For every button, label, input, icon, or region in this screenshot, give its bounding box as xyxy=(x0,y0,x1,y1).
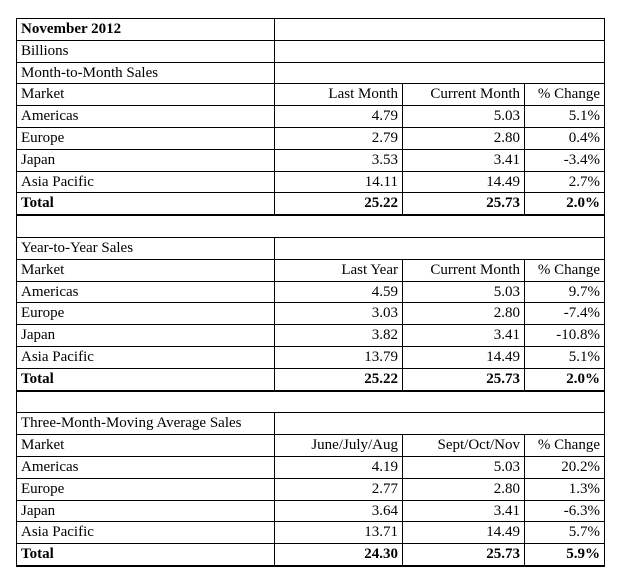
value-cell: 3.64 xyxy=(275,500,403,522)
spacer-cell xyxy=(17,215,605,237)
table-row xyxy=(17,522,605,544)
market-name: Japan xyxy=(17,500,275,522)
total-value: 25.73 xyxy=(403,368,525,390)
value-cell: 2.77 xyxy=(275,478,403,500)
section-spacer xyxy=(17,215,605,237)
value-cell: 4.19 xyxy=(275,456,403,478)
section-heading-row xyxy=(17,62,605,84)
title-row xyxy=(17,19,605,41)
column-header: % Change xyxy=(525,435,605,457)
section-heading: Year-to-Year Sales xyxy=(17,237,275,259)
value-cell: 13.71 xyxy=(275,522,403,544)
table-row xyxy=(17,303,605,325)
column-header: June/July/Aug xyxy=(275,435,403,457)
section-month-to-month xyxy=(17,62,605,215)
total-row xyxy=(17,544,605,566)
value-cell: 2.80 xyxy=(403,127,525,149)
market-name: Americas xyxy=(17,281,275,303)
column-header-market: Market xyxy=(17,435,275,457)
value-cell: -7.4% xyxy=(525,303,605,325)
total-row xyxy=(17,193,605,215)
table-row xyxy=(17,500,605,522)
total-label: Total xyxy=(17,544,275,566)
report-unit: Billions xyxy=(17,40,275,62)
table-row xyxy=(17,281,605,303)
section-year-to-year xyxy=(17,237,605,390)
column-header-row xyxy=(17,84,605,106)
value-cell: 1.3% xyxy=(525,478,605,500)
value-cell: 3.82 xyxy=(275,325,403,347)
total-value: 5.9% xyxy=(525,544,605,566)
total-value: 25.22 xyxy=(275,193,403,215)
column-header: % Change xyxy=(525,84,605,106)
total-value: 24.30 xyxy=(275,544,403,566)
value-cell: 2.80 xyxy=(403,478,525,500)
table-row xyxy=(17,346,605,368)
value-cell: 13.79 xyxy=(275,346,403,368)
value-cell: 4.59 xyxy=(275,281,403,303)
column-header: Last Month xyxy=(275,84,403,106)
value-cell: 14.49 xyxy=(403,346,525,368)
sales-report-table xyxy=(16,18,605,567)
value-cell: -10.8% xyxy=(525,325,605,347)
section-heading-blank xyxy=(275,62,605,84)
value-cell: 0.4% xyxy=(525,127,605,149)
value-cell: 5.03 xyxy=(403,456,525,478)
value-cell: 3.41 xyxy=(403,500,525,522)
total-value: 2.0% xyxy=(525,193,605,215)
spacer-row xyxy=(17,391,605,413)
market-name: Americas xyxy=(17,106,275,128)
value-cell: 4.79 xyxy=(275,106,403,128)
title-row-blank xyxy=(275,19,605,41)
value-cell: 5.1% xyxy=(525,106,605,128)
value-cell: 5.03 xyxy=(403,106,525,128)
column-header: Current Month xyxy=(403,259,525,281)
spacer-cell xyxy=(17,391,605,413)
section-heading-row xyxy=(17,237,605,259)
value-cell: 14.49 xyxy=(403,171,525,193)
value-cell: 3.53 xyxy=(275,149,403,171)
market-name: Americas xyxy=(17,456,275,478)
market-name: Europe xyxy=(17,303,275,325)
market-name: Japan xyxy=(17,325,275,347)
unit-row-blank xyxy=(275,40,605,62)
market-name: Europe xyxy=(17,478,275,500)
section-three-month-moving-average xyxy=(17,413,605,566)
market-name: Asia Pacific xyxy=(17,171,275,193)
market-name: Asia Pacific xyxy=(17,522,275,544)
total-row xyxy=(17,368,605,390)
total-value: 25.73 xyxy=(403,544,525,566)
total-value: 2.0% xyxy=(525,368,605,390)
value-cell: -3.4% xyxy=(525,149,605,171)
value-cell: 14.49 xyxy=(403,522,525,544)
table-row xyxy=(17,106,605,128)
table-row xyxy=(17,325,605,347)
table-row xyxy=(17,456,605,478)
value-cell: 20.2% xyxy=(525,456,605,478)
total-label: Total xyxy=(17,368,275,390)
section-spacer xyxy=(17,391,605,413)
total-label: Total xyxy=(17,193,275,215)
market-name: Asia Pacific xyxy=(17,346,275,368)
unit-row xyxy=(17,40,605,62)
column-header: Last Year xyxy=(275,259,403,281)
column-header: Current Month xyxy=(403,84,525,106)
report-title: November 2012 xyxy=(17,19,275,41)
value-cell: 9.7% xyxy=(525,281,605,303)
section-heading-blank xyxy=(275,237,605,259)
value-cell: 3.41 xyxy=(403,149,525,171)
section-heading: Month-to-Month Sales xyxy=(17,62,275,84)
table-row xyxy=(17,478,605,500)
value-cell: 5.7% xyxy=(525,522,605,544)
value-cell: 14.11 xyxy=(275,171,403,193)
table-row xyxy=(17,127,605,149)
value-cell: 5.1% xyxy=(525,346,605,368)
column-header-market: Market xyxy=(17,259,275,281)
value-cell: 3.03 xyxy=(275,303,403,325)
value-cell: 2.79 xyxy=(275,127,403,149)
value-cell: 2.80 xyxy=(403,303,525,325)
section-heading: Three-Month-Moving Average Sales xyxy=(17,413,275,435)
market-name: Japan xyxy=(17,149,275,171)
column-header-market: Market xyxy=(17,84,275,106)
value-cell: 5.03 xyxy=(403,281,525,303)
column-header-row xyxy=(17,259,605,281)
column-header: % Change xyxy=(525,259,605,281)
total-value: 25.22 xyxy=(275,368,403,390)
value-cell: -6.3% xyxy=(525,500,605,522)
section-heading-row xyxy=(17,413,605,435)
spacer-row xyxy=(17,215,605,237)
value-cell: 3.41 xyxy=(403,325,525,347)
section-heading-blank xyxy=(275,413,605,435)
table-row xyxy=(17,149,605,171)
value-cell: 2.7% xyxy=(525,171,605,193)
column-header: Sept/Oct/Nov xyxy=(403,435,525,457)
total-value: 25.73 xyxy=(403,193,525,215)
market-name: Europe xyxy=(17,127,275,149)
column-header-row xyxy=(17,435,605,457)
report-body xyxy=(17,19,605,63)
table-row xyxy=(17,171,605,193)
